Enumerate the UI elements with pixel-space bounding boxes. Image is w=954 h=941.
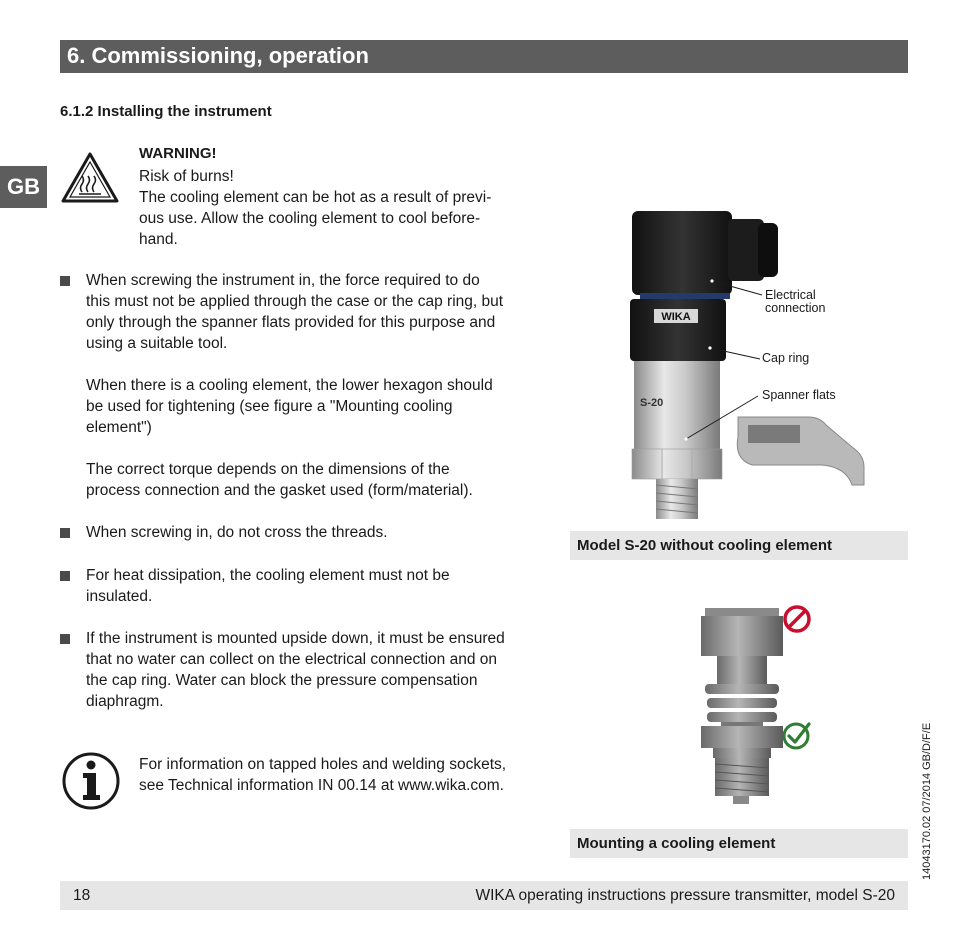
list-item-line: process connection and the gasket used (form/material).: [86, 482, 473, 499]
info-line: see Technical information IN 00.14 at www.wika.com.: [139, 777, 504, 794]
hot-surface-warning-icon: [60, 151, 120, 210]
list-item-line: If the instrument is mounted upside down, it must be ensured: [86, 630, 505, 647]
prohibited-icon: [782, 604, 812, 639]
callout-spanner-flats: Spanner flats: [762, 388, 836, 402]
list-item: [86, 270, 526, 501]
page-footer: [60, 881, 908, 910]
section-subheading: 6.1.2 Installing the instrument: [60, 103, 272, 120]
bullet-marker: [60, 276, 70, 286]
document-code: 14043170.02 07/2014 GB/D/F/E: [921, 722, 933, 880]
list-item-line: using a suitable tool.: [86, 335, 228, 352]
list-item: [86, 522, 526, 543]
cooling-element-image: [695, 604, 790, 813]
info-line: For information on tapped holes and welding sockets,: [139, 756, 507, 773]
list-item-line: this must not be applied through the case or the cap ring, but: [86, 293, 504, 310]
warning-line: hand.: [139, 231, 178, 248]
list-item-line: When screwing in, do not cross the threads.: [86, 524, 388, 541]
figure-caption-text: Mounting a cooling element: [577, 835, 776, 852]
warning-text: [139, 166, 519, 250]
figure-caption: [570, 829, 908, 858]
list-item-line: the cap ring. Water can block the pressure compensation: [86, 672, 478, 689]
info-note: [139, 754, 539, 796]
warning-title: WARNING!: [139, 145, 217, 162]
callout-line: Electrical: [765, 288, 816, 302]
warning-line: ous use. Allow the cooling element to cool before-: [139, 210, 481, 227]
warning-line: Risk of burns!: [139, 168, 234, 185]
list-item-line: diaphragm.: [86, 693, 164, 710]
model-label: S-20: [640, 397, 664, 409]
list-item-line: For heat dissipation, the cooling element must not be: [86, 567, 450, 584]
list-item-line: The correct torque depends on the dimensions of the: [86, 461, 450, 478]
warning-line: The cooling element can be hot as a result of previ-: [139, 189, 492, 206]
brand-label: WIKA: [661, 311, 691, 323]
figure-caption: [570, 531, 908, 560]
list-item-line: only through the spanner flats provided for this purpose and: [86, 314, 496, 331]
list-item-line: When there is a cooling element, the lower hexagon should: [86, 377, 493, 394]
callout-line: connection: [765, 301, 826, 315]
section-header: [60, 40, 908, 73]
list-item-line: element"): [86, 419, 152, 436]
list-item: [86, 628, 526, 712]
language-tab: GB: [0, 166, 47, 208]
footer-title: WIKA operating instructions pressure transmitter, model S-20: [475, 887, 895, 904]
page-title: 6. Commissioning, operation: [67, 43, 369, 68]
transmitter-image: [620, 205, 870, 530]
list-item-line: be used for tightening (see figure a "Mounting cooling: [86, 398, 453, 415]
checkmark-icon: [780, 719, 814, 756]
figure-caption-text: Model S-20 without cooling element: [577, 537, 833, 554]
bullet-marker: [60, 571, 70, 581]
callout-cap-ring: Cap ring: [762, 351, 810, 365]
bullet-marker: [60, 528, 70, 538]
callout-electrical-connection: [765, 289, 825, 315]
info-icon: [60, 751, 122, 816]
list-item-line: insulated.: [86, 588, 153, 605]
list-item: [86, 565, 526, 607]
bullet-marker: [60, 634, 70, 644]
list-item-line: When screwing the instrument in, the force required to do: [86, 272, 480, 289]
page-number: 18: [73, 887, 91, 904]
list-item-line: that no water can collect on the electrical connection and on: [86, 651, 498, 668]
